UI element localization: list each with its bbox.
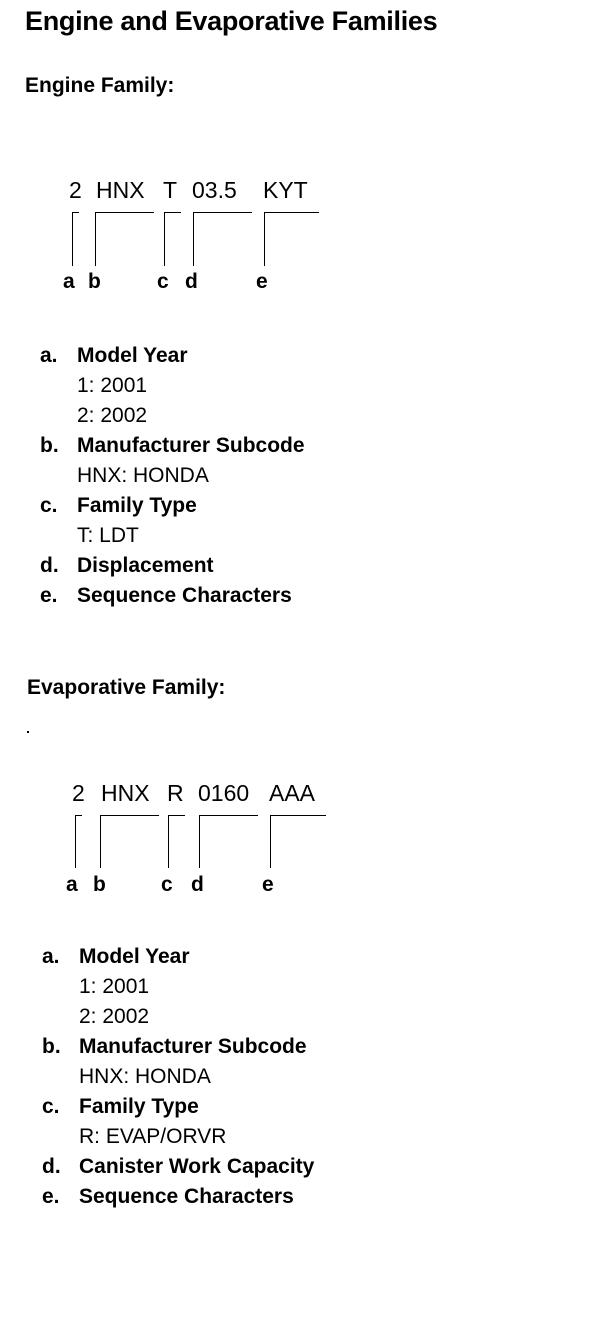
legend-value: R: EVAP/ORVR (79, 1125, 227, 1148)
evap-bracket-c (168, 815, 185, 868)
engine-legend-displacement (40, 551, 305, 581)
legend-letter: d. (40, 554, 59, 577)
engine-segment-letter-a: a (63, 270, 75, 293)
legend-value: T: LDT (77, 524, 139, 547)
engine-code-segment-c: T (163, 177, 178, 203)
evap-segment-letter-e: e (262, 873, 274, 896)
legend-label: Sequence Characters (79, 1185, 294, 1208)
evap-legend-canister-work-capacity (42, 1152, 314, 1182)
engine-legend-sequence-characters (40, 581, 305, 611)
evaporative-family-heading: Evaporative Family: (27, 676, 226, 699)
evap-bracket-d (199, 815, 258, 868)
legend-letter: a. (40, 344, 58, 367)
legend-letter: c. (40, 494, 58, 517)
engine-segment-letter-b: b (88, 270, 101, 293)
legend-value: 1: 2001 (79, 975, 150, 998)
legend-letter: b. (42, 1035, 61, 1058)
engine-legend-family-type (40, 491, 305, 551)
engine-legend-manufacturer-subcode (40, 431, 305, 491)
evap-bracket-e (270, 815, 326, 868)
evap-code-segment-e: AAA (269, 780, 316, 806)
legend-value: HNX: HONDA (77, 464, 209, 487)
evap-segment-letter-c: c (161, 873, 173, 896)
engine-code-segment-d: 03.5 (192, 177, 237, 203)
evap-bracket-b (100, 815, 159, 868)
legend-letter: d. (42, 1155, 61, 1178)
engine-code-segment-a: 2 (69, 177, 82, 203)
stray-dot (27, 731, 29, 733)
engine-legend-list (40, 341, 305, 611)
engine-segment-letter-d: d (185, 270, 198, 293)
evap-legend-list (42, 942, 314, 1212)
engine-segment-letter-e: e (256, 270, 268, 293)
legend-value: 2: 2002 (79, 1005, 150, 1028)
legend-value: 1: 2001 (77, 374, 148, 397)
engine-code-segment-e: KYT (263, 177, 308, 203)
legend-letter: e. (40, 584, 58, 607)
legend-value: HNX: HONDA (79, 1065, 211, 1088)
engine-bracket-a (72, 212, 79, 266)
evap-code-segment-a: 2 (72, 780, 85, 806)
engine-legend-model-year (40, 341, 305, 431)
legend-label: Displacement (77, 554, 214, 577)
engine-bracket-e (264, 212, 319, 266)
legend-label: Family Type (79, 1095, 199, 1118)
legend-label: Model Year (79, 945, 190, 968)
legend-label: Sequence Characters (77, 584, 292, 607)
engine-bracket-c (164, 212, 181, 266)
evap-legend-manufacturer-subcode (42, 1032, 314, 1092)
legend-label: Family Type (77, 494, 197, 517)
engine-bracket-d (193, 212, 252, 266)
legend-letter: c. (42, 1095, 60, 1118)
legend-label: Model Year (77, 344, 188, 367)
evap-segment-letter-b: b (93, 873, 106, 896)
legend-label: Canister Work Capacity (79, 1155, 315, 1178)
engine-bracket-b (95, 212, 154, 266)
evap-code-segment-d: 0160 (198, 780, 250, 806)
legend-letter: a. (42, 945, 60, 968)
evap-code-segment-c: R (167, 780, 184, 806)
evap-segment-letter-d: d (191, 873, 204, 896)
evap-code-segment-b: HNX (101, 780, 150, 806)
legend-letter: b. (40, 434, 59, 457)
evap-legend-sequence-characters (42, 1182, 314, 1212)
evap-legend-family-type (42, 1092, 314, 1152)
evap-bracket-a (75, 815, 82, 868)
page-title: Engine and Evaporative Families (25, 6, 438, 36)
legend-label: Manufacturer Subcode (79, 1035, 307, 1058)
evap-segment-letter-a: a (66, 873, 78, 896)
engine-family-heading: Engine Family: (25, 74, 175, 97)
legend-label: Manufacturer Subcode (77, 434, 305, 457)
engine-segment-letter-c: c (157, 270, 169, 293)
legend-value: 2: 2002 (77, 404, 148, 427)
legend-letter: e. (42, 1185, 60, 1208)
evap-legend-model-year (42, 942, 314, 1032)
engine-code-segment-b: HNX (96, 177, 145, 203)
